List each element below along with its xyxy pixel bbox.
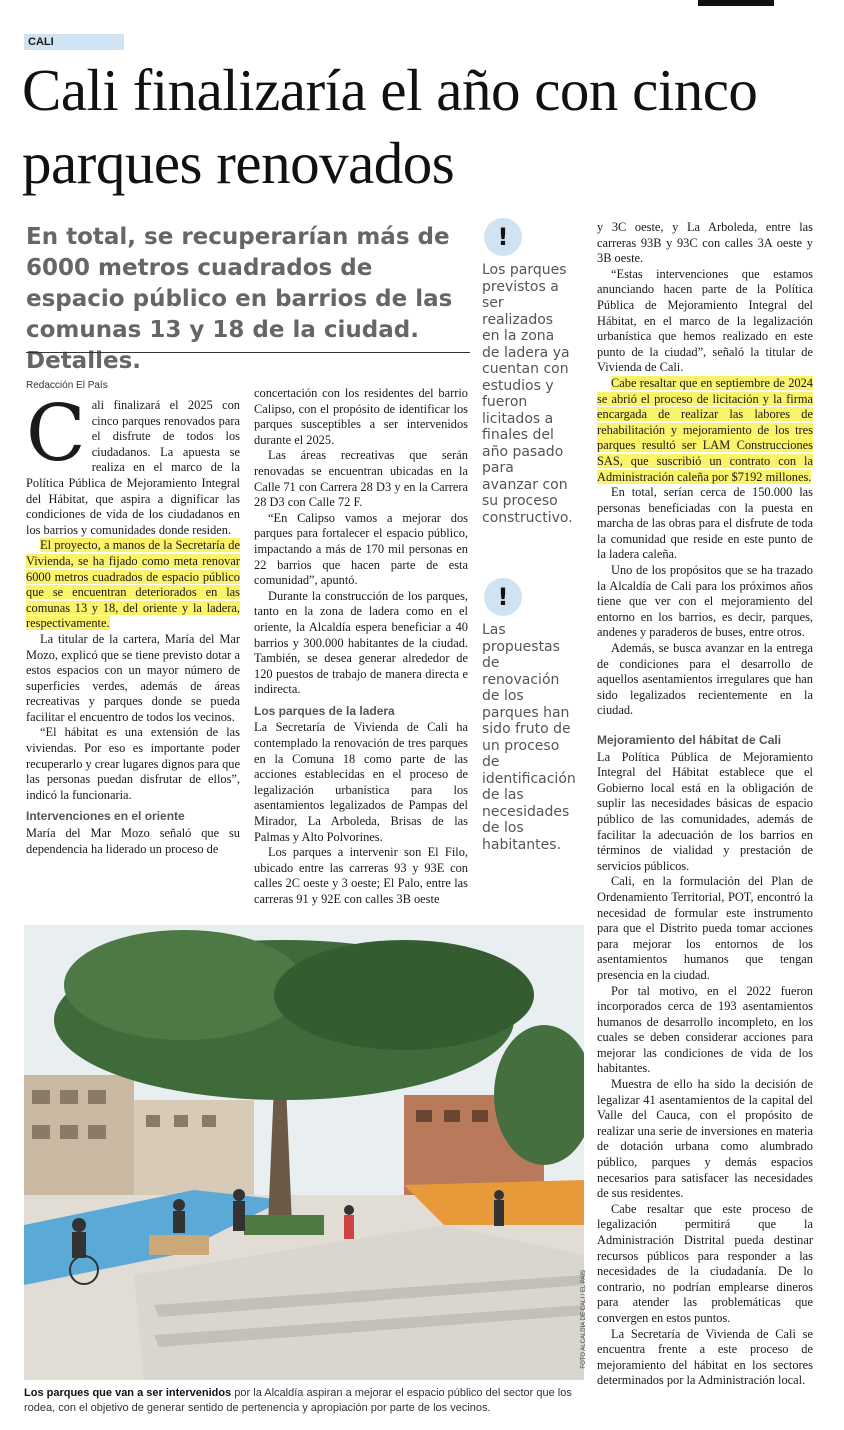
paragraph: La Política Pública de Mejoramiento Integral del Hábitat establece que el Gobierno local está en la obligación de suplir las necesidades básicas de espacio público de las comunidades, además de facilitar la adecuación de los barrios en términos de vialidad y prestación de servicios públicos. xyxy=(597,749,813,873)
photo-caption xyxy=(24,1386,580,1416)
highlight: Cabe resaltar que en septiembre de 2024 se abrió el proceso de licitación y la firma encargada de realizar las labores de rehabilitación y mejoramiento de los tres parques resultó ser LAM Construcciones SAS, que suscribió un contrato con la Administración caleña por $7192 millones. xyxy=(597,375,813,484)
dropcap: C xyxy=(26,389,86,479)
sidebar-note-text: Las propuestas de renovación de los parques han sido fruto de un proceso de identificación de las necesidades de los habitantes. xyxy=(482,622,576,853)
paragraph: Durante la construcción de los parques, tanto en la zona de ladera como en el oriente, la Alcaldía espera beneficiar a 40 barrios y 300.000 habitantes de la ciudad. También, se desea generar alrededor de 120 puestos de trabajo de manera directa e indirecta. xyxy=(254,588,468,697)
section-heading: Intervenciones en el oriente xyxy=(26,809,185,824)
sidebar-note-2 xyxy=(482,578,574,853)
paragraph: “En Calipso vamos a mejorar dos parques para fortalecer el espacio público, impactando a más de 170 mil personas en 22 barrios que hacen parte de esta comunidad”, apuntó. xyxy=(254,510,468,588)
paragraph: “El hábitat es una extensión de las viviendas. Por eso es importante poder recuperarlo y crear lugares dignos para que las personas puedan disfrutar de ellos”, indicó la funcionaria. xyxy=(26,725,240,802)
paragraph-highlighted xyxy=(597,376,813,485)
sidebar-note-1 xyxy=(482,218,574,526)
paragraph: María del Mar Mozo señaló que su dependencia ha liderado un proceso de xyxy=(26,826,240,856)
column-4 xyxy=(597,220,813,1389)
paragraph: Cabe resaltar que este proceso de legalización permitirá que la Administración Distrital pueda destinar recursos públicos para responder a las necesidades de la ciudadanía. De lo contrario, no podrían emplearse dineros para atender las problemáticas que convergen en estos puntos. xyxy=(597,1201,813,1325)
paragraph: concertación con los residentes del barrio Calipso, con el propósito de identificar los parques susceptibles a ser intervenidos durante el 2025. xyxy=(254,386,468,447)
section-heading: Los parques de la ladera xyxy=(254,703,395,718)
park-rendering-photo xyxy=(24,925,584,1380)
column-2 xyxy=(254,386,468,908)
subhead-divider xyxy=(26,352,470,353)
park-illustration xyxy=(24,925,584,1380)
paragraph: En total, serían cerca de 150.000 las personas beneficiadas con la puesta en marcha de las obras para el disfrute de toda la comunidad que reside en este punto de la ladera caleña. xyxy=(597,485,813,562)
caption-text: por la Alcaldía aspiran a mejorar el espacio público del sector que los rodea, con el objetivo de generar sentido de pertenencia y apropiación por parte de los vecinos. xyxy=(24,1387,572,1414)
photo-credit: FOTO ALCALDÍA DE CALI / EL PAÍS xyxy=(581,1270,587,1369)
exclamation-icon: ! xyxy=(484,218,522,256)
paragraph: Las áreas recreativas que serán renovadas se encuentran ubicadas en la Calle 71 con Carrera 28 D3 y en la Carrera 28 D3 con Calle 72 F. xyxy=(254,448,468,510)
paragraph: Muestra de ello ha sido la decisión de legalizar 41 asentamientos de la capital del Valle del Cauca, con el propósito de realizar una serie de inversiones en materia de dotación urbana como alumbrado público, parques y demás espacios necesarios para satisfacer las necesidades de sus residentes. xyxy=(597,1077,813,1201)
paragraph: “Estas intervenciones que estamos anunciando hacen parte de la Política Pública de Mejoramiento Integral del Hábitat, en el marco de la legalización urbanística que hemos realizado en este punto de la ciudad”, señaló la titular de Vivienda de Cali. xyxy=(597,266,813,375)
subhead: En total, se recuperarían más de 6000 metros cuadrados de espacio público en barrios de las comunas 13 y 18 de la ciudad. Detalles. xyxy=(26,224,453,374)
highlight: El proyecto, a manos de la Secretaría de Vivienda, se ha fijado como meta renovar 6000 metros cuadrados de espacio público que se encuentran deteriorados en las comunas 13 y 18, del oriente y la ladera, respectivamente. xyxy=(26,538,240,631)
section-heading: Mejoramiento del hábitat de Cali xyxy=(597,733,782,747)
exclamation-icon: ! xyxy=(484,578,522,616)
paragraph: Por tal motivo, en el 2022 fueron incorporados cerca de 193 asentamientos humanos de desarrollo incompleto, en los cuales se deben considerar acciones para mejorar las condiciones de vida de los habitantes. xyxy=(597,983,813,1076)
top-bar xyxy=(698,0,774,6)
paragraph: ali finalizará el 2025 con cinco parques renovados para el disfrute de todos los ciudadanos. La apuesta se realiza en el marco de la Política Pública de Mejoramiento Integral del Hábitat, que aspira a dignificar las condiciones de vida de los ciudadanos en los barrios y comunidades donde residen. xyxy=(26,398,240,537)
paragraph: La Secretaría de Vivienda de Cali se encuentra frente a este proceso de mejoramiento del hábitat en los sectores determinados por la Administración local. xyxy=(597,1326,813,1388)
byline: Redacción El País xyxy=(26,380,108,391)
paragraph-highlighted xyxy=(26,538,240,632)
paragraph: Además, se busca avanzar en la entrega de condiciones para el desarrollo de aquellos asentamientos irregulares que han sido legalizados recientemente en la ciudad. xyxy=(597,641,813,718)
paragraph: Los parques a intervenir son El Filo, ubicado entre las carreras 93 y 93E con calles 2C oeste y 3 oeste; El Palo, entre las carreras 91 y 92E con calles 3B oeste xyxy=(254,845,468,906)
section-tag: CALI xyxy=(24,34,124,50)
headline: Cali finalizaría el año con cinco parques renovados xyxy=(22,57,758,196)
paragraph: Uno de los propósitos que se ha trazado la Alcaldía de Cali para los próximos años tiene que ver con el mejoramiento del entorno en los barrios, es decir, parques, andenes y paraderos de buses, entre otros. xyxy=(597,563,813,640)
caption-bold: Los parques que van a ser intervenidos xyxy=(24,1387,232,1399)
sidebar-note-text: Los parques previstos a ser realizados en la zona de ladera ya cuentan con estudios y fueron licitados a finales del año pasado para avanzar con su proceso constructivo. xyxy=(482,262,573,526)
paragraph: La titular de la cartera, María del Mar Mozo, explicó que se tiene previsto dotar a estos espacios con un mayor número de superficies verdes, además de áreas recreativas y parques donde se pueda facilitar el encuentro de todos los vecinos. xyxy=(26,631,240,724)
column-1 xyxy=(26,389,240,857)
paragraph: Cali, en la formulación del Plan de Ordenamiento Territorial, POT, encontró la necesidad de formular este instrumento para que el Distrito pueda tomar acciones para mejorar los entornos de los asentamientos humanos que tengan presencia en la ciudad. xyxy=(597,874,813,982)
paragraph: La Secretaría de Vivienda de Cali ha contemplado la renovación de tres parques en la Comuna 18 como parte de las acciones establecidas en el proceso de legalización urbanística para los asentamientos legalizados de Pampas del Mirador, La Arboleda, Brisas de las Palmas y Alto Polvorines. xyxy=(254,720,468,844)
paragraph: y 3C oeste, y La Arboleda, entre las carreras 93B y 93C con calles 3A oeste y 3B oeste. xyxy=(597,220,813,266)
